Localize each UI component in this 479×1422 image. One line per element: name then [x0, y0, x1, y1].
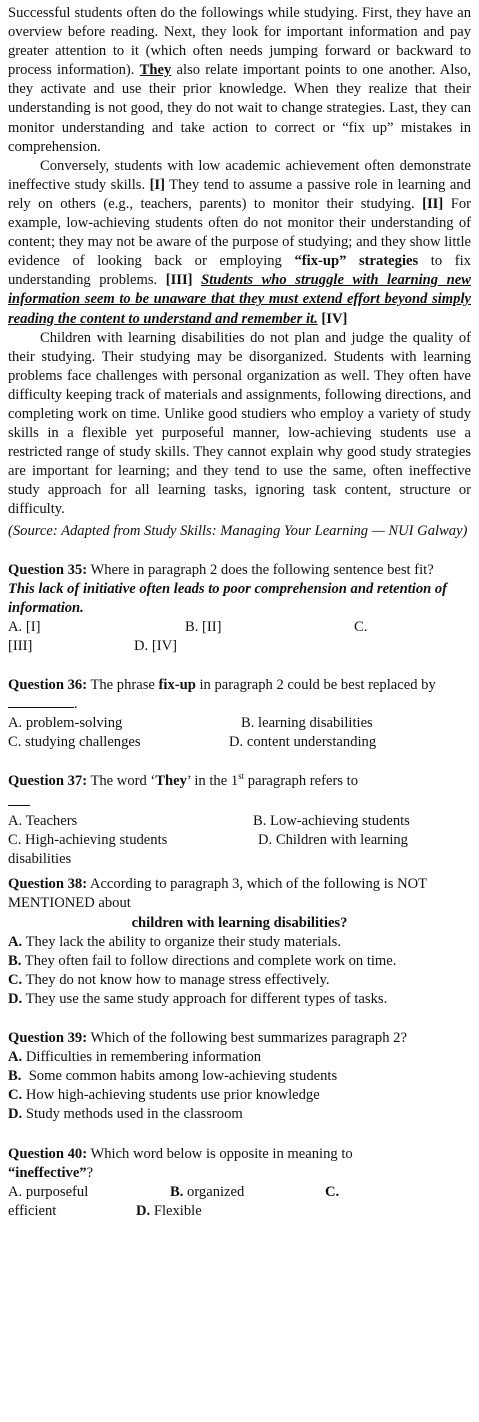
option-a[interactable]: A. problem-solving: [8, 715, 123, 732]
option-c[interactable]: efficient: [8, 1202, 57, 1219]
option-b[interactable]: B. organized: [170, 1183, 245, 1200]
question-label: Question 36:: [8, 676, 88, 693]
question-37: Question 37: The word ‘They’ in the 1st paragraph refers to A. Teachers B. Low-achieving students C. High-achieving students D. Children with learning disabilities: [8, 772, 471, 869]
passage-paragraph-3: Children with learning disabilities do not plan and judge the quality of their studying. Their studying may be disorganized. Students with learning problems face challenges with personal organization as well. They often have difficulty keeping track of materials and assignments, following directions, and completing work on time. Unlike good studiers who employ a variety of study skills in a flexible yet purposeful manner, low-achieving students use a restricted range of study skills. They cannot explain why good study strategies are important for learning; and they tend to use the same, often ineffective study approach for all learning tasks, ignoring task content, structure or difficulty.: [8, 329, 471, 518]
option-c[interactable]: C. studying challenges: [8, 734, 141, 751]
question-35: Question 35: Where in paragraph 2 does the following sentence best fit? This lack of initiative often leads to poor comprehension and retention of information. A. [I] B. [II] C. [III] D. [IV]: [8, 561, 471, 656]
option-d[interactable]: D. Children with learning: [258, 832, 408, 849]
options-row: [8, 733, 471, 752]
option-d[interactable]: D. Study methods used in the classroom: [8, 1106, 243, 1123]
option-a[interactable]: A. Teachers: [8, 813, 78, 830]
option-d[interactable]: D. content understanding: [229, 734, 377, 751]
passage-paragraph-1: Successful students often do the followings while studying. First, they have an overview before reading. Next, they look for important information and pay greater attention to it (which often needs jumping forward or backward to process information). They also relate important points to one another. Also, they activate and use their prior knowledge. When they realize that their understanding is not good, they do not wait to change strategies. Last, they can monitor understanding and take action to correct or “fix up” mistakes in comprehension.: [8, 5, 471, 155]
question-label: Question 39:: [8, 1030, 88, 1047]
question-39: Question 39: Which of the following best summarizes paragraph 2? A. Difficulties in remembering information B. Some common habits among low-achieving students C. How high-achieving students use prior knowledge D. Study methods used in the classroom: [8, 1029, 471, 1124]
passage-source: (Source: Adapted from Study Skills: Managing Your Learning — NUI Galway): [8, 522, 468, 539]
option-d[interactable]: D. [IV]: [134, 637, 177, 654]
marker-4: [IV]: [321, 310, 348, 327]
question-36: Question 36: The phrase fix-up in paragraph 2 could be best replaced by. A. problem-solving B. learning disabilities C. studying challenges D. content understanding: [8, 676, 471, 752]
option-a[interactable]: A. Difficulties in remembering information: [8, 1049, 262, 1066]
options-row: [8, 1202, 471, 1221]
option-b[interactable]: B. Some common habits among low-achieving students: [8, 1068, 338, 1085]
option-d-continued: disabilities: [8, 851, 72, 868]
question-label: Question 40:: [8, 1145, 88, 1162]
answer-blank[interactable]: [8, 793, 30, 806]
underlined-sentence: Students who struggle with learning new information seem to be unaware that they must extend effort beyond simply reading the content to understand and remember it.: [8, 272, 471, 327]
options-row: [8, 637, 471, 656]
option-b[interactable]: B. They often fail to follow directions and complete work on time.: [8, 952, 397, 969]
options-row: [8, 812, 471, 831]
option-b[interactable]: B. learning disabilities: [241, 715, 373, 732]
marker-3: [III]: [165, 272, 193, 289]
option-b[interactable]: B. [II]: [185, 618, 222, 635]
options-row: [8, 714, 471, 733]
option-c-label[interactable]: C.: [354, 618, 368, 635]
marker-2: [II]: [422, 195, 444, 212]
question-38: Question 38: According to paragraph 3, which of the following is NOT MENTIONED about children with learning disabilities? A. They lack the ability to organize their study materials. B. They often fail to follow directions and complete work on time. C. They do not know how to manage stress effectively. D. They use the same study approach for different types of tasks.: [8, 875, 471, 1009]
option-c[interactable]: C. They do not know how to manage stress effectively.: [8, 971, 330, 988]
option-c[interactable]: C. High-achieving students: [8, 832, 168, 849]
option-c-label[interactable]: C.: [325, 1183, 340, 1200]
options-row: [8, 831, 471, 850]
option-b[interactable]: B. Low-achieving students: [253, 813, 410, 830]
option-d[interactable]: D. They use the same study approach for different types of tasks.: [8, 990, 388, 1007]
passage-paragraph-2: Conversely, students with low academic achievement often demonstrate ineffective study skills. [I] They tend to assume a passive role in learning and rely on others (e.g., teachers, parents) to monitor their studying. [II] For example, low-achieving students often do not monitor their understanding of content; they may not be aware of the purpose of studying; and they show little evidence of looking back or employing “fix-up” strategies to fix understanding problems. [III] Students who struggle with learning new information seem to be unaware that they must extend effort beyond simply reading the content to understand and remember it. [IV]: [8, 157, 471, 327]
option-a[interactable]: A. They lack the ability to organize their study materials.: [8, 933, 342, 950]
word-they: They: [139, 62, 172, 79]
question-subject: children with learning disabilities?: [131, 914, 348, 931]
option-c[interactable]: [III]: [8, 637, 33, 654]
fix-up-term: “fix-up” strategies: [294, 253, 419, 270]
option-c[interactable]: C. How high-achieving students use prior knowledge: [8, 1087, 320, 1104]
options-row: [8, 1183, 471, 1202]
marker-1: [I]: [149, 176, 165, 193]
question-40: Question 40: Which word below is opposite in meaning to “ineffective”? A. purposeful B. organized C. efficient D. Flexible: [8, 1145, 471, 1221]
insert-sentence: This lack of initiative often leads to poor comprehension and retention of information.: [8, 580, 448, 616]
question-label: Question 35:: [8, 561, 88, 578]
answer-blank[interactable]: [8, 695, 74, 708]
option-d[interactable]: D. Flexible: [136, 1202, 202, 1219]
question-label: Question 37:: [8, 773, 88, 790]
option-a[interactable]: A. purposeful: [8, 1183, 89, 1200]
option-a[interactable]: A. [I]: [8, 618, 41, 635]
question-label: Question 38:: [8, 876, 88, 893]
options-row: [8, 618, 471, 637]
